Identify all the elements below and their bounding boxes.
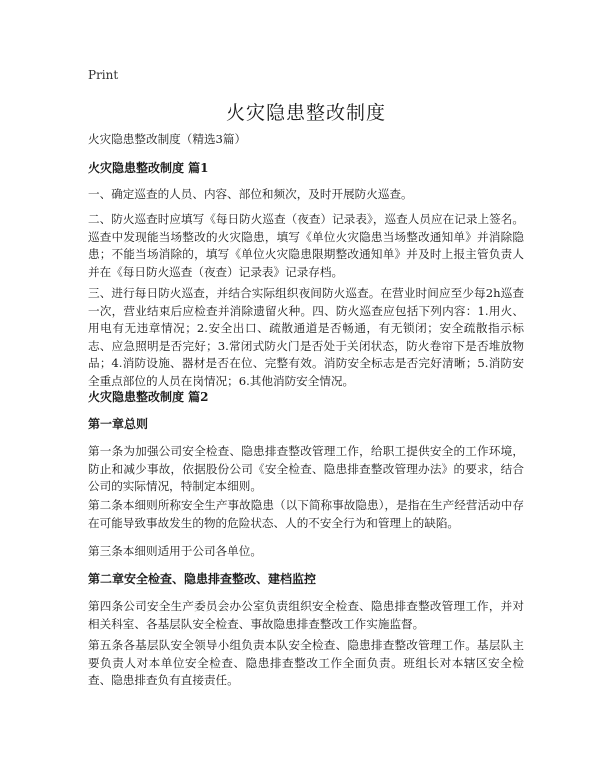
- section-heading-1: 火灾隐患整改制度 篇1: [88, 161, 209, 175]
- paragraph: 第三条本细则适用于公司各单位。: [88, 544, 262, 558]
- paragraph: 第四条公司安全生产委员会办公室负责组织安全检查、隐患排查整改管理工作，并对相关科室、各基层队安全检查、事故隐患排查整改工作实施监督。: [88, 599, 524, 631]
- paragraph: 三、进行每日防火巡查，并结合实际组织夜间防火巡查。在营业时间应至少每2h巡查一次，营业结束后应检查并消除遗留火种。四、防火巡查应包括下列内容：1.用火、用电有无违章情况；2.安全出口、疏散通道是否畅通，有无锁闭；安全疏散指示标志、应急照明是否完好；3.常闭式防火门是否处于关闭状态，防火卷帘下是否堆放物品；4.消防设施、器材是否在位、完整有效。消防安全标志是否完好清晰；5.消防安全重点部位的人员在岗情况；6.其他消防安全情况。: [88, 286, 524, 388]
- paragraph: 第一条为加强公司安全检查、隐患排查整改管理工作，给职工提供安全的工作环境，防止和减少事故，依据股份公司《安全检查、隐患排查整改管理办法》的要求，结合公司的实际情况，特制定本细则。: [88, 444, 524, 493]
- chapter-heading: 第二章安全检查、隐患排查整改、建档监控: [88, 572, 317, 586]
- paragraph: 第二条本细则所称安全生产事故隐患（以下简称事故隐患），是指在生产经营活动中存在可能导致事故发生的物的危险状态、人的不安全行为和管理上的缺陷。: [88, 498, 524, 530]
- paragraph: 一、确定巡查的人员、内容、部位和频次，及时开展防火巡查。: [88, 187, 413, 201]
- document-subtitle: 火灾隐患整改制度（精选3篇）: [88, 132, 247, 146]
- paragraph: 第五条各基层队安全领导小组负责本队安全检查、隐患排查整改管理工作。基层队主要负责人对本单位安全检查、隐患排查整改工作全面负责。班组长对本辖区安全检查、隐患排查负有直接责任。: [88, 638, 524, 687]
- print-link[interactable]: Print: [88, 68, 119, 82]
- document-title: 火灾隐患整改制度: [225, 102, 386, 124]
- chapter-heading: 第一章总则: [88, 417, 149, 431]
- paragraph: 二、防火巡查时应填写《每日防火巡查（夜查）记录表》，巡查人员应在记录上签名。巡查中发现能当场整改的火灾隐患，填写《单位火灾隐患当场整改通知单》并消除隐患；不能当场消除的，填写《单位火灾隐患限期整改通知单》并及时上报主管负责人并在《每日防火巡查（夜查）记录表》记录存档。: [88, 212, 524, 279]
- section-heading-2: 火灾隐患整改制度 篇2: [88, 390, 209, 404]
